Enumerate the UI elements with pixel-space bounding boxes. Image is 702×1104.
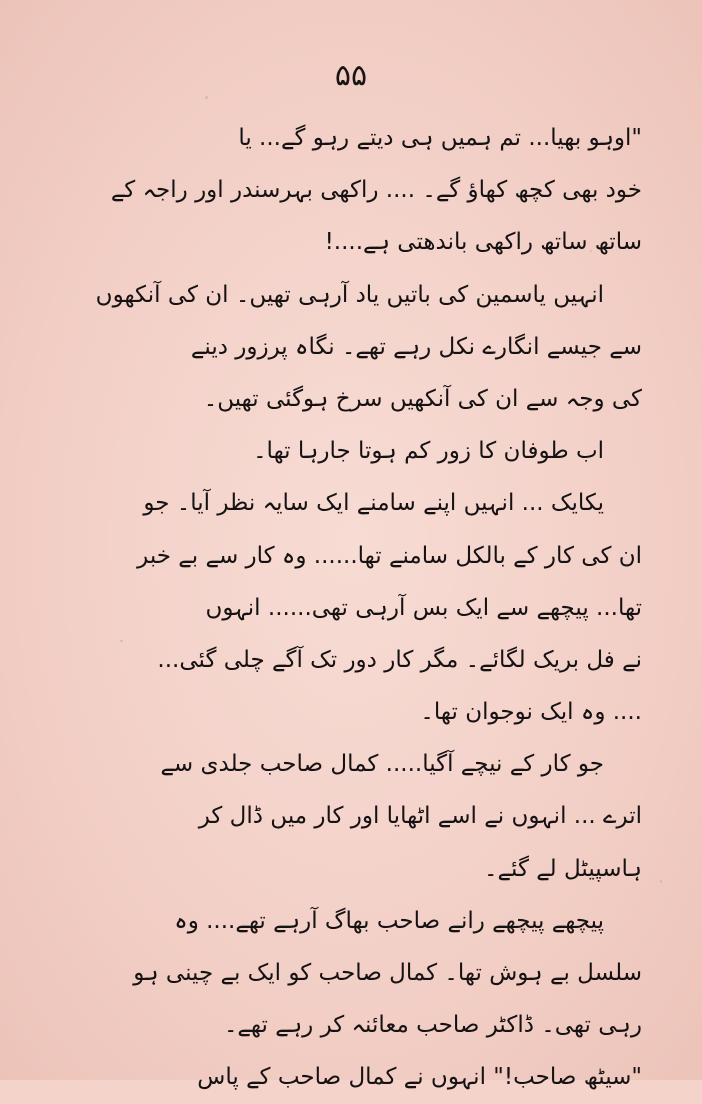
text-line: سے جیسے انگارے نکل رہے تھے۔ نگاہ پرزور دینے — [190, 333, 642, 360]
text-line: ان کی کار کے بالکل سامنے تھا...... وہ کار سے بے خبر — [137, 542, 642, 569]
text-line: .... وہ ایک نوجوان تھا۔ — [420, 699, 642, 726]
text-line: ساتھ ساتھ راکھی باندھتی ہے....! — [324, 229, 642, 256]
paper-speck — [660, 880, 662, 883]
text-line: نے فل بریک لگائے۔ مگر کار دور تک آگے چلی گئی... — [157, 646, 642, 673]
text-line: "سیٹھ صاحب!" انہوں نے کمال صاحب کے پاس — [197, 1064, 642, 1091]
text-line: اترے ... انہوں نے اسے اٹھایا اور کار میں ڈال کر — [198, 803, 642, 830]
body-text — [62, 112, 642, 1104]
text-line: اب طوفان کا زور کم ہوتا جارہا تھا۔ — [253, 438, 604, 465]
text-line: انہیں یاسمین کی باتیں یاد آرہی تھیں۔ ان کی آنکھوں — [95, 281, 604, 308]
text-line: "اوہو بھیا... تم ہمیں ہی دیتے رہو گے... یا — [238, 125, 642, 151]
text-line: کی وجہ سے ان کی آنکھیں سرخ ہوگئی تھیں۔ — [203, 385, 642, 412]
text-line: جو کار کے نیچے آگیا..... کمال صاحب جلدی سے — [160, 751, 604, 778]
text-line: خود بھی کچھ کھاؤ گے۔ .... راکھی بہرسندر اور راجہ کے — [110, 177, 642, 204]
text-line: رہی تھی۔ ڈاکٹر صاحب معائنہ کر رہے تھے۔ — [223, 1012, 642, 1039]
paper-speck — [205, 96, 208, 99]
text-line: سلسل بے ہوش تھا۔ کمال صاحب کو ایک بے چینی ہو — [133, 960, 642, 986]
text-line: ہاسپیٹل لے گئے۔ — [484, 855, 642, 882]
text-line: پیچھے پیچھے رانے صاحب بھاگ آرہے تھے.... وہ — [174, 907, 604, 934]
page-number: ۵۵ — [334, 58, 368, 93]
text-line: یکایک ... انہیں اپنے سامنے ایک سایہ نظر آیا۔ جو — [143, 490, 604, 517]
text-line: تھا... پیچھے سے ایک بس آرہی تھی...... انہوں — [205, 594, 642, 621]
